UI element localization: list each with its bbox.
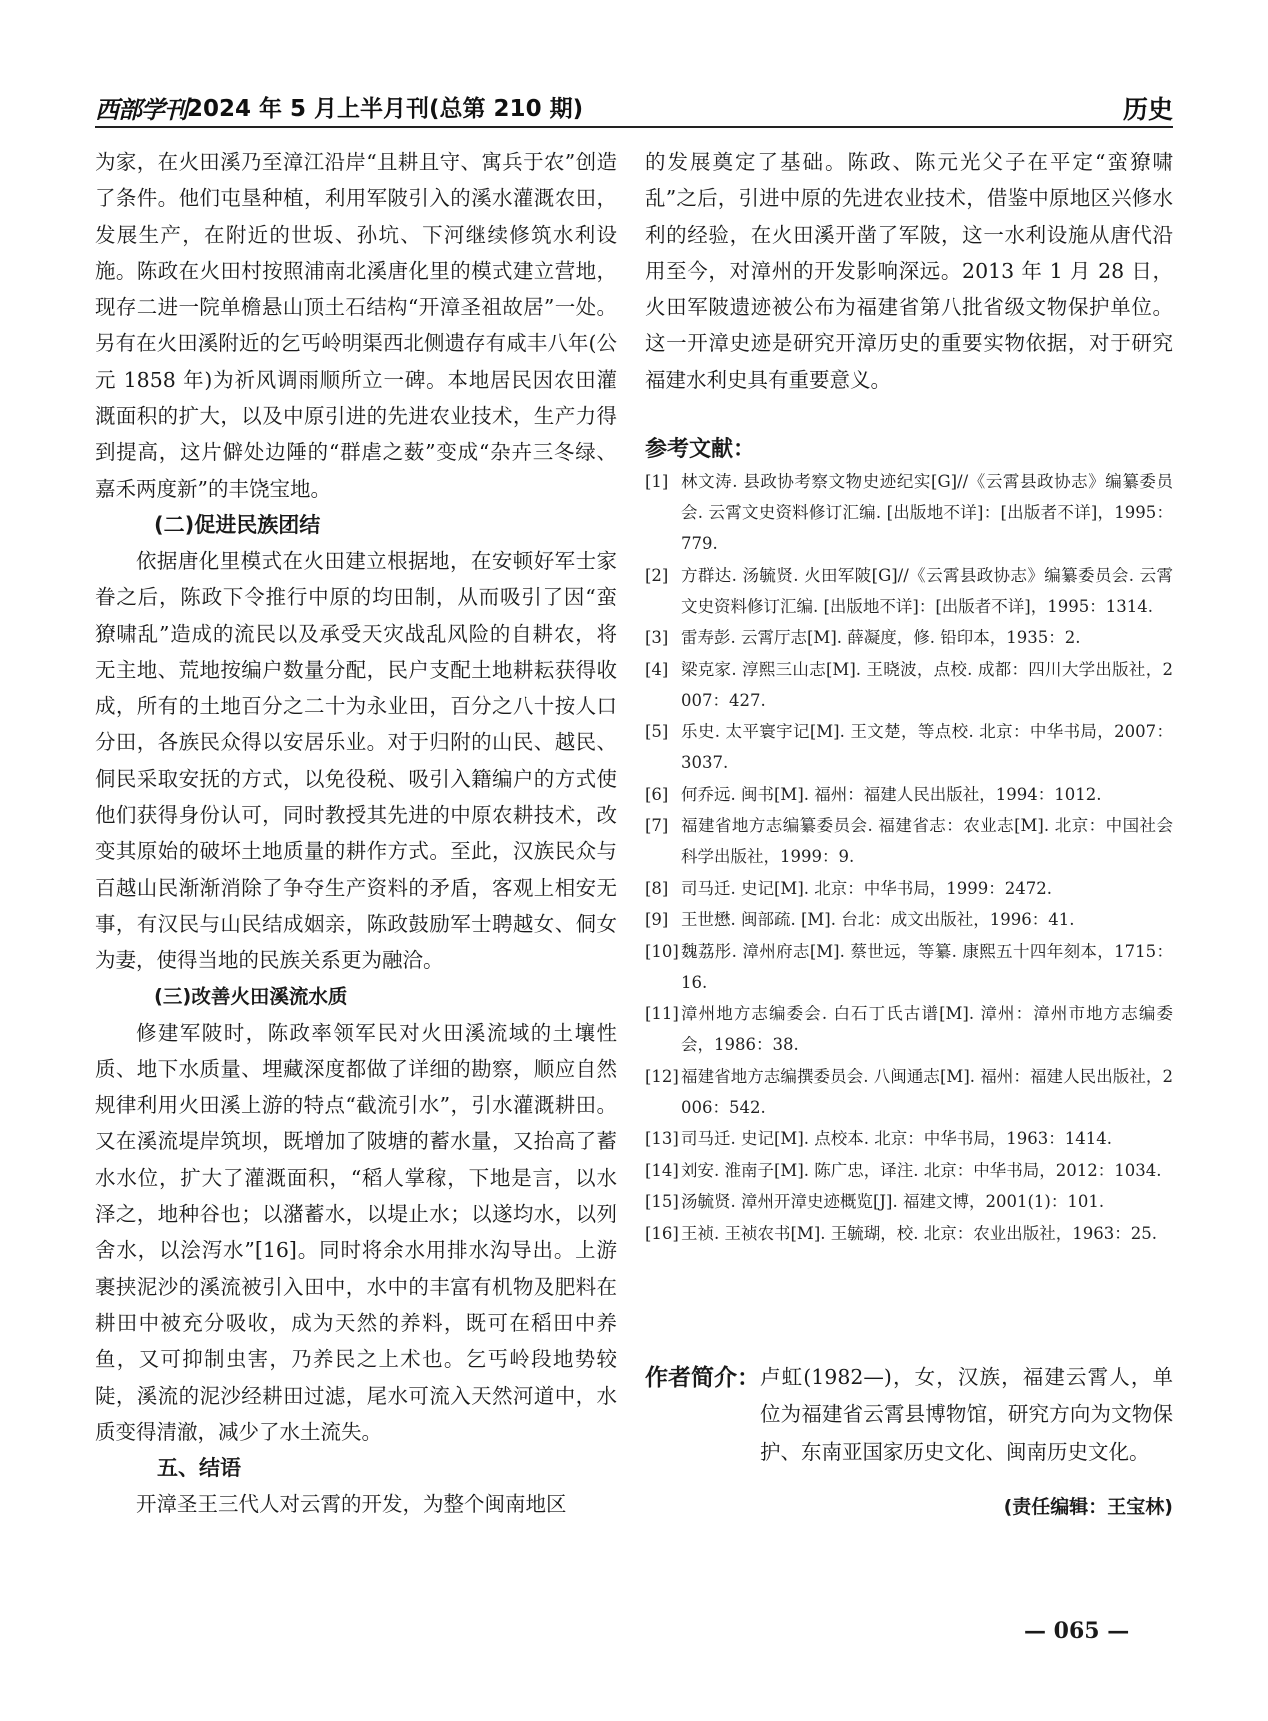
- author-bio-text: 卢虹(1982—)，女，汉族，福建云霄人，单位为福建省云霄县博物馆，研究方向为文物保护、东南亚国家历史文化、闽南历史文化。: [760, 1365, 1173, 1464]
- reference-item: [645, 466, 1173, 559]
- reference-item: [645, 810, 1173, 872]
- page-header: [95, 88, 1173, 124]
- reference-text: 雷寿彭. 云霄厅志[M]. 薛凝度，修. 铅印本，1935：2.: [681, 628, 1081, 647]
- header-rule: [95, 126, 1173, 128]
- reference-text: 司马迁. 史记[M]. 点校本. 北京：中华书局，1963：1414.: [681, 1129, 1112, 1148]
- reference-number: [3]: [645, 628, 669, 647]
- reference-number: [5]: [645, 722, 669, 741]
- reference-text: 梁克家. 淳熙三山志[M]. 王晓波，点校. 成都：四川大学出版社，2007：427.: [681, 659, 1173, 710]
- reference-text: 福建省地方志编撰委员会. 八闽通志[M]. 福州：福建人民出版社，2006：542.: [681, 1066, 1173, 1117]
- section-heading: (二)促进民族团结: [154, 512, 321, 537]
- reference-number: [10]: [645, 941, 679, 961]
- reference-text: 方群达. 汤毓贤. 火田军陂[G]//《云霄县政协志》编纂委员会. 云霄文史资料修订汇编. [出版地不详]：[出版者不详]，1995：1314.: [681, 565, 1173, 616]
- reference-item: [645, 1155, 1173, 1186]
- reference-text: 汤毓贤. 漳州开漳史迹概览[J]. 福建文博，2001(1)：101.: [681, 1192, 1105, 1211]
- references-list: [645, 466, 1173, 1249]
- reference-item: [645, 622, 1173, 653]
- paragraph: 的发展奠定了基础。陈政、陈元光父子在平定“蛮獠啸乱”之后，引进中原的先进农业技术，借鉴中原地区兴修水利的经验，在火田溪开凿了军陂，这一水利设施从唐代沿用至今，对漳州的开发影响深远。2013 年 1 月 28 日，火田军陂遗迹被公布为福建省第八批省级文物保护单位。这一开漳史迹是研究开漳历史的重要实物依据，对于研究福建水利史具有重要意义。: [645, 150, 1173, 392]
- reference-number: [7]: [645, 816, 669, 835]
- reference-text: 司马迁. 史记[M]. 北京：中华书局，1999：2472.: [681, 878, 1052, 898]
- reference-number: [6]: [645, 784, 669, 804]
- reference-number: [16]: [645, 1223, 679, 1243]
- author-bio-label: 作者简介：: [645, 1365, 760, 1391]
- reference-item: [645, 873, 1173, 904]
- reference-item: [645, 654, 1173, 716]
- reference-text: 漳州地方志编委会. 白石丁氏古谱[M]. 漳州：漳州市地方志编委会，1986：38.: [681, 1004, 1173, 1054]
- reference-text: 何乔远. 闽书[M]. 福州：福建人民出版社，1994：1012.: [681, 784, 1102, 804]
- section-label: 历史: [1122, 95, 1173, 124]
- reference-number: [8]: [645, 878, 669, 898]
- reference-item: [645, 1061, 1173, 1123]
- section-heading: 五、结语: [157, 1456, 241, 1481]
- reference-item: [645, 936, 1173, 998]
- reference-item: [645, 1218, 1173, 1249]
- reference-text: 王世懋. 闽部疏. [M]. 台北：成文出版社，1996：41.: [681, 910, 1075, 929]
- reference-number: [2]: [645, 565, 669, 585]
- issue-info: 2024 年 5 月上半月刊(总第 210 期): [187, 96, 584, 122]
- reference-number: [11]: [645, 1004, 679, 1023]
- reference-number: [14]: [645, 1160, 679, 1180]
- paragraph: 修建军陂时，陈政率领军民对火田溪流域的土壤性质、地下水质量、埋藏深度都做了详细的勘察，顺应自然规律利用火田溪上游的特点“截流引水”，引水灌溉耕田。又在溪流堤岸筑坝，既增加了陂塘的蓄水量，又抬高了蓄水水位，扩大了灌溉面积，“稻人掌稼，下地是言，以水泽之，地种谷也；以潴蓄水，以堤止水；以遂均水，以列舍水，以浍泻水”[16]。同时将余水用排水沟导出。上游裹挟泥沙的溪流被引入田中，水中的丰富有机物及肥料在耕田中被充分吸收，成为天然的养料，既可在稻田中养鱼，又可抑制虫害，乃养民之上术也。乞丐岭段地势较陡，溪流的泥沙经耕田过滤，尾水可流入天然河道中，水质变得清澈，减少了水土流失。: [95, 1020, 617, 1444]
- reference-number: [12]: [645, 1066, 679, 1086]
- reference-number: [4]: [645, 659, 669, 679]
- paragraph: 开漳圣王三代人对云霄的开发，为整个闽南地区: [136, 1492, 567, 1517]
- left-column: [95, 144, 617, 1522]
- reference-item: [645, 1123, 1173, 1154]
- paragraph: 依据唐化里模式在火田建立根据地，在安顿好军士家眷之后，陈政下令推行中原的均田制，从而吸引了因“蛮獠啸乱”造成的流民以及承受天灾战乱风险的自耕农，将无主地、荒地按编户数量分配，民户支配土地耕耘获得收成，所有的土地百分之二十为永业田，百分之八十按人口分田，各族民众得以安居乐业。对于归附的山民、越民、侗民采取安抚的方式，以免役税、吸引入籍编户的方式使他们获得身份认可，同时教授其先进的中原农耕技术，改变其原始的破坏土地质量的耕作方式。至此，汉族民众与百越山民渐渐消除了争夺生产资料的矛盾，客观上相安无事，有汉民与山民结成姻亲，陈政鼓励军士聘越女、侗女为妻，使得当地的民族关系更为融洽。: [95, 548, 617, 973]
- reference-number: [13]: [645, 1129, 679, 1148]
- reference-text: 王祯. 王祯农书[M]. 王毓瑚，校. 北京：农业出版社，1963：25.: [681, 1223, 1157, 1243]
- reference-number: [9]: [645, 910, 669, 929]
- right-column: [645, 144, 1173, 1518]
- paragraph: 为家，在火田溪乃至漳江沿岸“且耕且守、寓兵于农”创造了条件。他们屯垦种植，利用军陂引入的溪水灌溉农田，发展生产，在附近的世坂、孙坑、下河继续修筑水利设施。陈政在火田村按照浦南北溪唐化里的模式建立营地，现存二进一院单檐悬山顶土石结构“开漳圣祖故居”一处。另有在火田溪附近的乞丐岭明渠西北侧遗存有咸丰八年(公元 1858 年)为祈风调雨顺所立一碑。本地居民因农田灌溉面积的扩大，以及中原引进的先进农业技术，生产力得到提高，这片僻处边陲的“群虐之薮”变成“杂卉三冬绿、嘉禾两度新”的丰饶宝地。: [95, 150, 617, 501]
- reference-item: [645, 560, 1173, 622]
- reference-item: [645, 779, 1173, 810]
- reference-text: 乐史. 太平寰宇记[M]. 王文楚，等点校. 北京：中华书局，2007：3037.: [681, 722, 1173, 772]
- reference-item: [645, 716, 1173, 778]
- reference-text: 林文涛. 县政协考察文物史迹纪实[G]//《云霄县政协志》编纂委员会. 云霄文史资料修订汇编. [出版地不详]：[出版者不详]，1995：779.: [681, 472, 1173, 553]
- responsible-editor: (责任编辑：王宝林): [1003, 1496, 1173, 1518]
- reference-number: [15]: [645, 1192, 679, 1211]
- author-bio: [645, 1359, 1173, 1471]
- reference-text: 刘安. 淮南子[M]. 陈广忠，译注. 北京：中华书局，2012：1034.: [681, 1160, 1162, 1180]
- page-number: — 065 —: [1024, 1618, 1130, 1644]
- references-heading: 参考文献：: [645, 437, 756, 462]
- reference-item: [645, 904, 1173, 935]
- reference-text: 福建省地方志编纂委员会. 福建省志：农业志[M]. 北京：中国社会科学出版社，1999：9.: [681, 816, 1173, 866]
- section-heading: (三)改善火田溪流水质: [154, 984, 348, 1008]
- reference-number: [1]: [645, 472, 669, 491]
- reference-item: [645, 998, 1173, 1060]
- journal-logo: 西部学刊: [95, 95, 187, 124]
- reference-item: [645, 1186, 1173, 1217]
- reference-text: 魏荔彤. 漳州府志[M]. 蔡世远，等纂. 康熙五十四年刻本，1715：16.: [681, 941, 1173, 992]
